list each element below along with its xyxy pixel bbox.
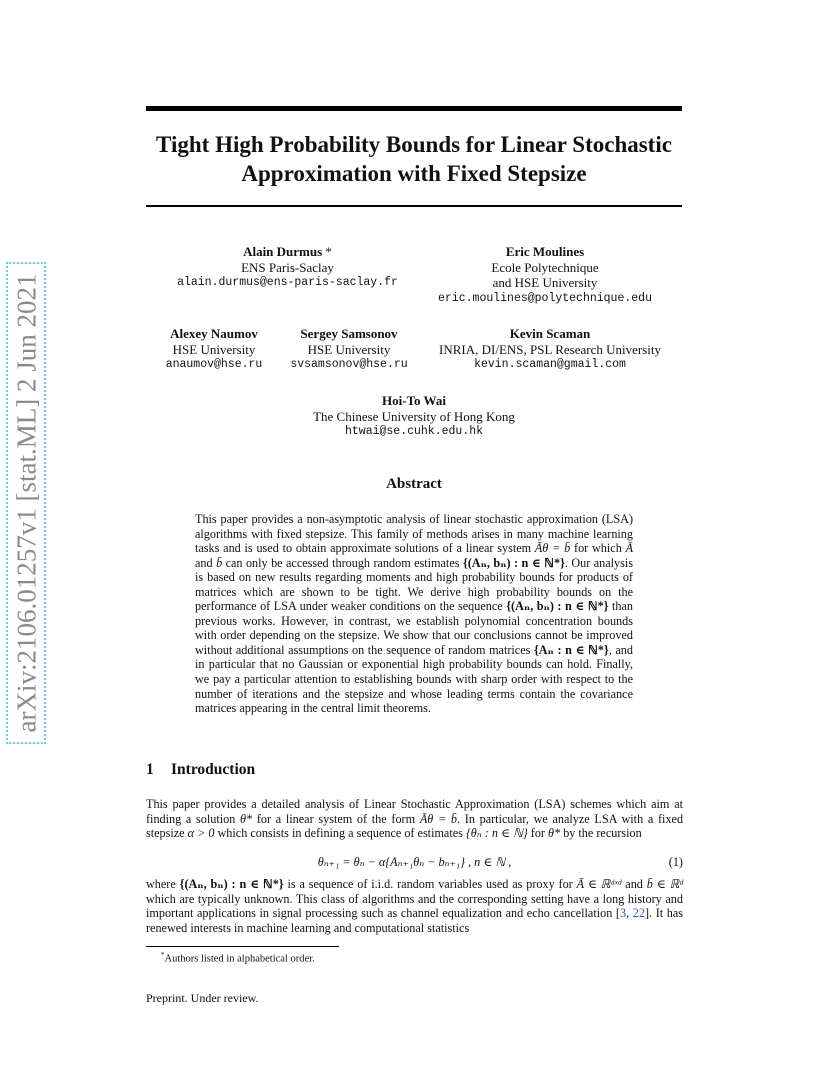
author-name: Kevin Scaman <box>509 326 591 341</box>
title-line-2: Approximation with Fixed Stepsize <box>241 161 587 186</box>
paper-title <box>120 130 708 188</box>
footnote <box>161 951 315 965</box>
author-email[interactable]: svsamsonov@hse.ru <box>290 358 408 371</box>
math-inline: {(Aₙ, bₙ) : n ∈ ℕ*} <box>462 555 565 570</box>
math-inline: θ* <box>548 826 561 841</box>
title-top-rule <box>146 106 682 111</box>
math-inline: b̄ <box>216 555 223 570</box>
math-inline: {Aₙ : n ∈ ℕ*} <box>533 642 609 657</box>
citation-link[interactable]: 3 <box>620 906 627 921</box>
arxiv-stamp[interactable]: arXiv:2106.01257v1 [stat.ML] 2 Jun 2021 <box>11 273 42 733</box>
equation-body: θₙ₊₁ = θₙ − α{Aₙ₊₁θₙ − bₙ₊₁} , n ∈ ℕ , <box>317 855 512 869</box>
math-inline: Āθ = b̄ <box>419 811 457 826</box>
author-email[interactable]: alain.durmus@ens-paris-saclay.fr <box>177 276 398 289</box>
author-samsonov <box>280 326 418 373</box>
section-title: Introduction <box>171 761 256 778</box>
section-heading <box>146 761 255 779</box>
author-name: Eric Moulines <box>505 244 585 259</box>
preprint-note: Preprint. Under review. <box>146 991 259 1005</box>
author-affiliation: Ecole Polytechnique <box>491 259 599 275</box>
author-email[interactable]: anaumov@hse.ru <box>165 358 263 371</box>
author-email[interactable]: kevin.scaman@gmail.com <box>474 358 626 371</box>
footnote-rule <box>146 946 339 947</box>
equation-1 <box>146 855 683 871</box>
footnote-text: Authors listed in alphabetical order. <box>164 953 315 965</box>
author-affiliation: ENS Paris-Saclay <box>241 259 334 275</box>
author-wai <box>264 393 564 440</box>
equation-label: (1) <box>668 855 683 869</box>
author-name: Alain Durmus * <box>243 244 332 259</box>
author-moulines <box>420 244 670 306</box>
section-number: 1 <box>146 761 154 778</box>
intro-paragraph-1: This paper provides a detailed analysis of Linear Stochastic Approximation (LSA) schemes which aim at finding a solution θ* for a linear system of the form Āθ = b̄. In particular, we analyze LSA with a fixed stepsize α > 0 which consists in defining a sequence of estimates {θₙ : n ∈ ℕ} for θ* by the recursion <box>146 797 684 841</box>
math-inline: {θₙ : n ∈ ℕ} <box>465 826 528 841</box>
math-inline: b̄ ∈ ℝᵈ <box>646 877 684 891</box>
math-inline: Ā ∈ ℝᵈˣᵈ <box>576 877 622 891</box>
math-inline: {(Aₙ, bₙ) : n ∈ ℕ*} <box>506 599 609 614</box>
author-naumov <box>150 326 278 373</box>
author-name: Alexey Naumov <box>170 326 258 341</box>
math-inline: θ* <box>240 811 253 826</box>
footnote-mark: * <box>161 951 165 959</box>
author-affiliation: and HSE University <box>492 275 598 290</box>
author-affiliation: HSE University <box>307 341 391 357</box>
author-affiliation: INRIA, DI/ENS, PSL Research University <box>439 341 661 357</box>
title-bottom-rule <box>146 205 682 207</box>
author-email[interactable]: eric.moulines@polytechnique.edu <box>438 291 652 305</box>
author-name: Sergey Samsonov <box>300 326 398 341</box>
title-line-1: Tight High Probability Bounds for Linear Stochastic <box>156 132 672 157</box>
author-affiliation: The Chinese University of Hong Kong <box>313 408 515 424</box>
author-email[interactable]: htwai@se.cuhk.edu.hk <box>344 425 484 438</box>
math-inline: α > 0 <box>187 826 215 841</box>
math-inline: {(Aₙ, bₙ) : n ∈ ℕ*} <box>179 877 284 891</box>
abstract-heading: Abstract <box>386 476 442 492</box>
math-inline: Āθ = b̄ <box>534 541 571 556</box>
intro-paragraph-2: where {(Aₙ, bₙ) : n ∈ ℕ*} is a sequence of i.i.d. random variables used as proxy for Ā ∈ ℝᵈˣᵈ and b̄ ∈ ℝᵈ which are typically unknown. This class of algorithms and the corresponding setting have a long history and important applications in signal processing such as channel equalization and echo cancellation [3, 22]. It has renewed interests in machine learning and computational statistics <box>146 877 684 935</box>
author-durmus <box>160 244 415 291</box>
author-scaman <box>425 326 675 373</box>
citation-link[interactable]: 22 <box>632 906 645 921</box>
abstract-body: This paper provides a non-asymptotic analysis of linear stochastic approximation (LSA) algorithms with fixed stepsize. This family of methods arises in many machine learning tasks and is used to obtain approximate solutions of a linear system Āθ = b̄ for which Ā and b̄ can only be accessed through random estimates {(Aₙ, bₙ) : n ∈ ℕ*}. Our analysis is based on new results regarding moments and high probability bounds for products of matrices which are shown to be tight. We derive high probability bounds on the performance of LSA under weaker conditions on the sequence {(Aₙ, bₙ) : n ∈ ℕ*} than previous works. However, in contrast, we establish polynomial concentration bounds with order depending on the stepsize. We show that our conclusions cannot be improved without additional assumptions on the sequence of random matrices {Aₙ : n ∈ ℕ*}, and in particular that no Gaussian or exponential high probability bounds can hold. Finally, we pay a particular attention to establishing bounds with sharp order with respect to the number of iterations and the stepsize and whose leading terms contain the covariance matrices appearing in the central limit theorems. <box>195 512 634 716</box>
author-name: Hoi-To Wai <box>382 393 446 408</box>
author-affiliation: HSE University <box>172 341 256 357</box>
math-inline: Ā <box>625 541 634 556</box>
